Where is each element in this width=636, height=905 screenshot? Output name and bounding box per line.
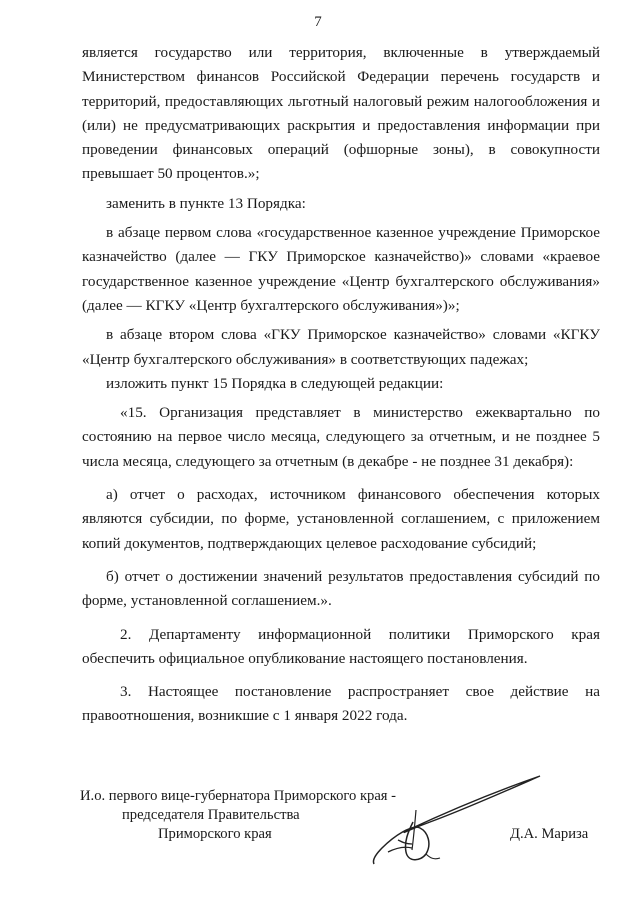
paragraph-replace-clause-13: заменить в пункте 13 Порядка: xyxy=(106,194,306,212)
paragraph-effective-date: 3. Настоящее постановление распространяет свое действие на правоотношения, возникшие с 1 января 2022 года. xyxy=(82,683,600,725)
signer-position-line-3: Приморского края xyxy=(158,826,272,842)
page-number: 7 xyxy=(314,14,322,30)
paragraph-report-results: б) отчет о достижении значений результатов предоставления субсидий по форме, установленной соглашением.». xyxy=(82,567,600,610)
paragraph-first-abzac: в абзаце первом слова «государственное казенное учреждение Приморское казначейство (далее — ГКУ Приморское казначейство)» словами «краевое государственное казенное учреждение «Центр бухгалтерского обслуживания» (далее — КГКУ «Центр бухгалтерского обслуживания»)»; xyxy=(82,224,600,314)
paragraph-state-clause-15: изложить пункт 15 Порядка в следующей редакции: xyxy=(106,374,444,392)
document-body xyxy=(82,41,600,729)
paragraph-clause-15: «15. Организация представляет в министерство ежеквартально по состоянию на первое число месяца, следующего за отчетным, и не позднее 5 числа месяца, следующего за отчетным (в декабре - не позднее 31 декабря): xyxy=(82,404,600,470)
signer-position-line-2: председателя Правительства xyxy=(122,807,300,823)
signer-position-line-1: И.о. первого вице-губернатора Приморского края - xyxy=(80,788,397,804)
paragraph-offshore-continuation: является государство или территория, включенные в утверждаемый Министерством финансов Российской Федерации перечень государств и территорий, предоставляющих льготный налоговый режим налогообложения и (или) не предусматривающих раскрытия и предоставления информации при проведении финансовых операций (офшорные зоны), в совокупности превышает 50 процентов.»; xyxy=(82,44,600,183)
signer-name: Д.А. Мариза xyxy=(510,826,589,842)
paragraph-publication: 2. Департаменту информационной политики Приморского края обеспечить официальное опубликование настоящего постановления. xyxy=(82,625,600,667)
handwritten-signature xyxy=(368,770,558,870)
paragraph-report-expenses: а) отчет о расходах, источником финансового обеспечения которых являются субсидии, по форме, установленной соглашением, с приложением копий документов, подтверждающих целевое расходование субсидий; xyxy=(82,486,600,552)
paragraph-second-abzac: в абзаце втором слова «ГКУ Приморское казначейство» словами «КГКУ «Центр бухгалтерского обслуживания» в соответствующих падежах; xyxy=(82,326,600,368)
